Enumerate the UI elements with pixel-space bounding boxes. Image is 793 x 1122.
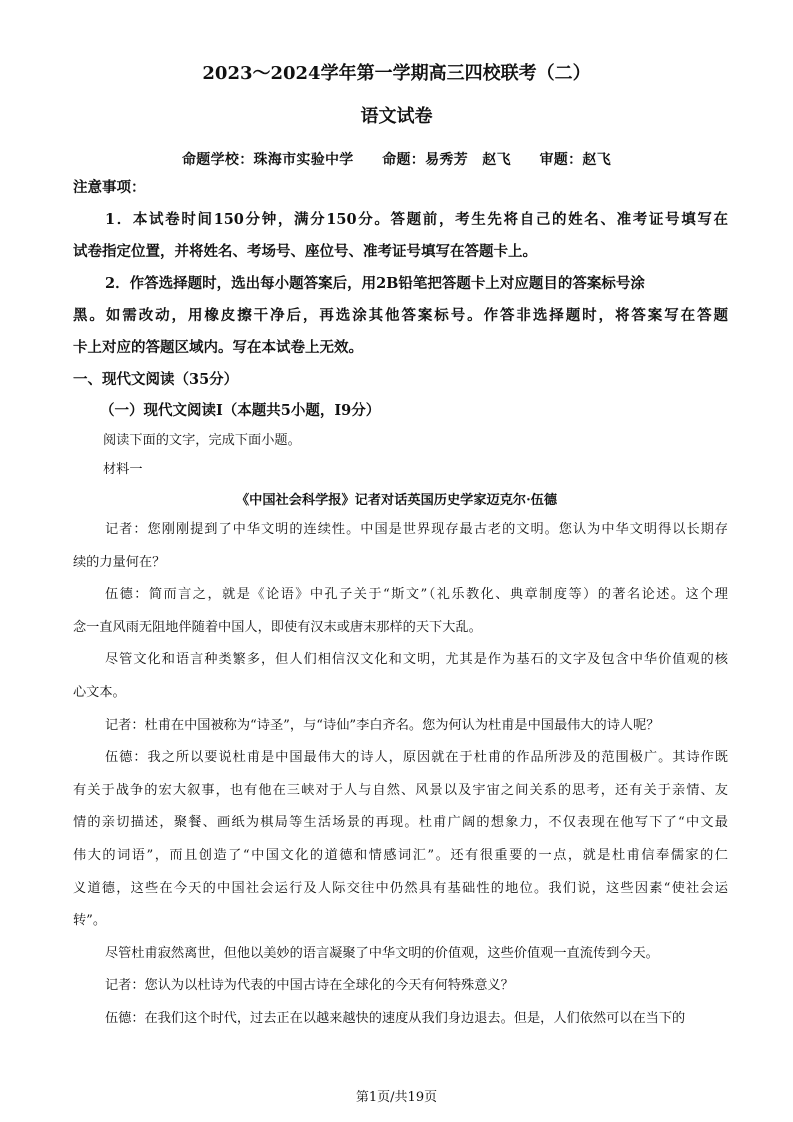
article-paragraph-5-line-1: 伍德：我之所以要说杜甫是中国最伟大的诗人，原因就在于杜甫的作品所涉及的范围极广。其诗作既 <box>105 750 728 766</box>
article-paragraph-5-line-3: 情的亲切描述，聚餐、画纸为棋局等生活场景的再现。杜甫广阔的想象力，不仅表现在他写下了“中文最 <box>73 815 728 831</box>
page-footer: 第1页/共19页 <box>355 1090 438 1105</box>
notes-heading: 注意事项： <box>73 179 146 196</box>
subsection-title: （一）现代文阅读Ⅰ（本题共5小题，I9分） <box>100 402 381 419</box>
article-paragraph-7-line-1: 记者：您认为以杜诗为代表的中国古诗在全球化的今天有何特殊意义？ <box>105 978 514 994</box>
article-paragraph-1-line-1: 记者：您刚刚提到了中华文明的连续性。中国是世界现存最古老的文明。您认为中华文明得以长期存 <box>105 522 728 537</box>
note-1-line-1: 1．本试卷时间150分钟，满分150分。答题前，考生先将自己的姓名、准考证号填写在 <box>105 211 728 228</box>
note-2-line-2: 黑。如需改动，用橡皮擦干净后，再选涂其他答案标号。作答非选择题时，将答案写在答题 <box>73 307 728 324</box>
article-paragraph-5-line-5: 义道德，这些在今天的中国社会运行及人际交往中仍然具有基础性的地位。我们说，这些因素“使社会运 <box>73 880 728 896</box>
exam-subtitle: 语文试卷 <box>360 106 433 127</box>
article-paragraph-2-line-1: 伍德：简而言之，就是《论语》中孔子关于“斯文”（礼乐教化、典章制度等）的著名论述。这个理 <box>105 587 728 603</box>
article-paragraph-2-line-2: 念一直风雨无阻地伴随着中国人，即使有汉末或唐末那样的天下大乱。 <box>73 619 482 635</box>
article-paragraph-8-line-1: 伍德：在我们这个时代，过去正在以越来越快的速度从我们身边退去。但是，人们依然可以在当下的 <box>105 1011 686 1026</box>
article-paragraph-5-line-4: 伟大的词语”，而且创造了“中国文化的道德和情感词汇”。还有很重要的一点，就是杜甫信奉儒家的仁 <box>73 848 728 863</box>
article-title: 《中国社会科学报》记者对话英国历史学家迈克尔·伍德 <box>235 493 558 508</box>
exam-title: 2023～2024学年第一学期高三四校联考（二） <box>202 63 591 84</box>
note-2-line-1: 2．作答选择题时，选出每小题答案后，用2B铅笔把答题卡上对应题目的答案标号涂 <box>105 275 645 292</box>
instruction: 阅读下面的文字，完成下面小题。 <box>103 433 301 448</box>
article-paragraph-1-line-2: 续的力量何在？ <box>73 554 166 570</box>
section-title: 一、现代文阅读（35分） <box>73 371 239 388</box>
article-paragraph-4-line-1: 记者：杜甫在中国被称为“诗圣”，与“诗仙”李白齐名。您为何认为杜甫是中国最伟大的诗人呢？ <box>105 717 660 733</box>
authors-line: 命题学校：珠海市实验中学 命题：易秀芳 赵飞 审题：赵飞 <box>182 152 611 168</box>
material-label: 材料一 <box>103 462 143 477</box>
article-paragraph-3-line-1: 尽管文化和语言种类繁多，但人们相信汉文化和文明，尤其是作为基石的文字及包含中华价值观的核 <box>105 652 728 668</box>
article-paragraph-3-line-2: 心文本。 <box>73 685 126 700</box>
note-1-line-2: 试卷指定位置，并将姓名、考场号、座位号、准考证号填写在答题卡上。 <box>73 243 537 260</box>
note-2-line-3: 卡上对应的答题区域内。写在本试卷上无效。 <box>73 339 363 356</box>
article-paragraph-6-line-1: 尽管杜甫寂然离世，但他以美妙的语言凝聚了中华文明的价值观，这些价值观一直流传到今天。 <box>105 945 659 961</box>
article-paragraph-5-line-2: 有关于战争的宏大叙事，也有他在三峡对于人与自然、风景以及宇宙之间关系的思考，还有关于亲情、友 <box>73 782 728 798</box>
article-paragraph-5-line-6: 转”。 <box>73 913 107 929</box>
